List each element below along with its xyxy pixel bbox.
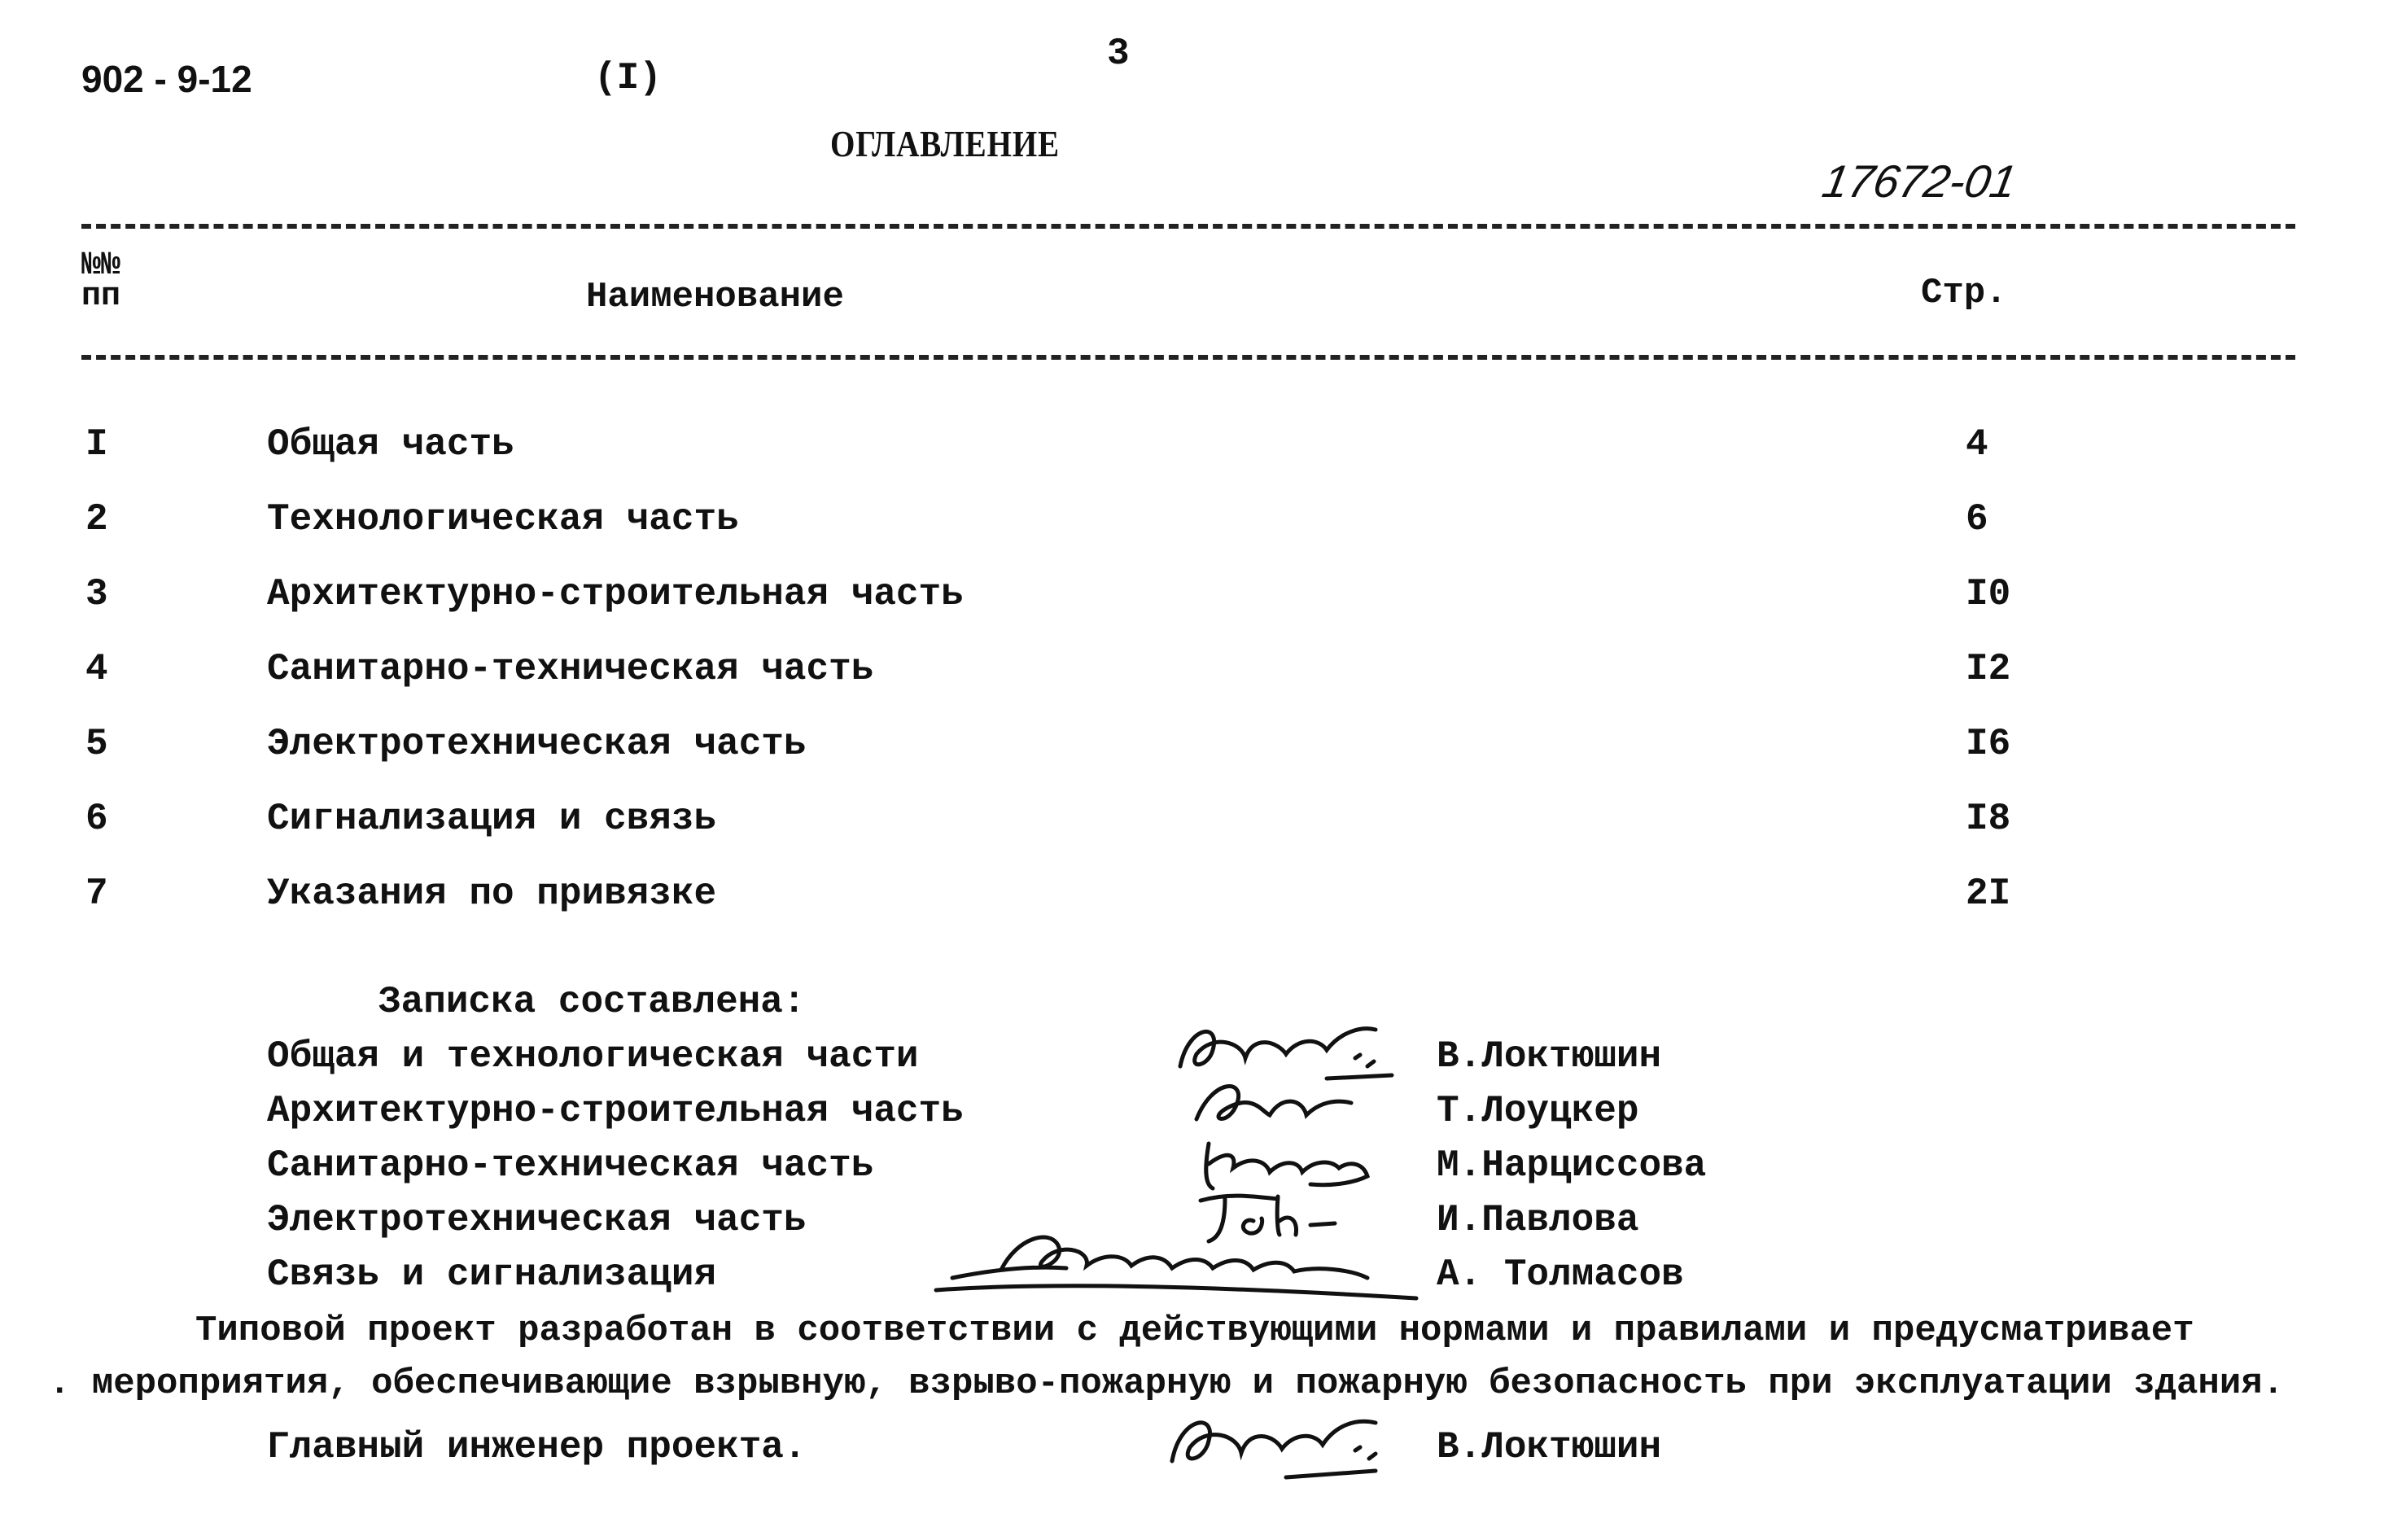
signature-tolmasov — [928, 1221, 1433, 1310]
row-number: 3 — [85, 573, 108, 615]
row-number: 2 — [85, 498, 108, 540]
row-page: I0 — [1966, 573, 2011, 615]
chief-engineer-name: В.Локтюшин — [1437, 1426, 1662, 1468]
row-title: Санитарно-техническая часть — [267, 648, 874, 690]
signature-loutsker — [1180, 1070, 1384, 1135]
row-title: Общая часть — [267, 423, 514, 466]
table-row — [0, 873, 2406, 921]
divider-header-bottom — [81, 355, 2295, 360]
row-number: I — [85, 423, 108, 466]
column-header-name: Наименование — [586, 277, 844, 317]
author-section: Санитарно-техническая часть — [267, 1144, 874, 1187]
volume-label: (I) — [594, 57, 662, 99]
page-number: 3 — [1107, 33, 1130, 75]
author-section: Связь и сигнализация — [267, 1253, 717, 1296]
row-page: I8 — [1966, 798, 2011, 840]
table-row — [0, 723, 2406, 772]
row-number: 5 — [85, 723, 108, 765]
author-name: А. Толмасов — [1437, 1253, 1684, 1296]
design-statement-line-1: Типовой проект разработан в соответствии с действующими нормами и правилами и предусматривает — [195, 1310, 2194, 1351]
row-page: 6 — [1966, 498, 1988, 540]
row-page: 2I — [1966, 873, 2011, 915]
divider-top — [81, 224, 2295, 229]
row-number: 4 — [85, 648, 108, 690]
author-name: Т.Лоуцкер — [1437, 1090, 1639, 1132]
compiled-by-heading: Записка составлена: — [378, 981, 806, 1023]
table-row — [0, 798, 2406, 847]
row-title: Указания по привязке — [267, 873, 717, 915]
author-name: М.Нарциссова — [1437, 1144, 1707, 1187]
table-row — [0, 573, 2406, 622]
design-statement-line-2: . мероприятия, обеспечивающие взрывную, взрыво-пожарную и пожарную безопасность при эксплуатации здания. — [49, 1363, 2285, 1404]
row-title: Электротехническая часть — [267, 723, 807, 765]
author-name: И.Павлова — [1437, 1199, 1639, 1241]
signature-chief-engineer — [1156, 1400, 1416, 1490]
author-section: Общая и технологическая части — [267, 1035, 919, 1078]
author-name: В.Локтюшин — [1437, 1035, 1662, 1078]
row-title: Архитектурно-строительная часть — [267, 573, 964, 615]
inventory-number: 17672-01 — [1818, 155, 2021, 207]
row-page: I2 — [1966, 648, 2011, 690]
author-section: Архитектурно-строительная часть — [267, 1090, 964, 1132]
author-section: Электротехническая часть — [267, 1199, 807, 1241]
column-header-page: Стр. — [1921, 273, 2007, 313]
row-page: I6 — [1966, 723, 2011, 765]
row-page: 4 — [1966, 423, 1988, 466]
table-row — [0, 498, 2406, 547]
document-code: 902 - 9-12 — [81, 58, 252, 100]
chief-engineer-role: Главный инженер проекта. — [267, 1426, 807, 1468]
table-row — [0, 648, 2406, 697]
table-row — [0, 423, 2406, 472]
page-title: ОГЛАВЛЕНИЕ — [830, 123, 1060, 164]
column-header-number: №№ пп — [81, 247, 121, 315]
row-number: 6 — [85, 798, 108, 840]
row-title: Сигнализация и связь — [267, 798, 717, 840]
row-number: 7 — [85, 873, 108, 915]
row-title: Технологическая часть — [267, 498, 739, 540]
